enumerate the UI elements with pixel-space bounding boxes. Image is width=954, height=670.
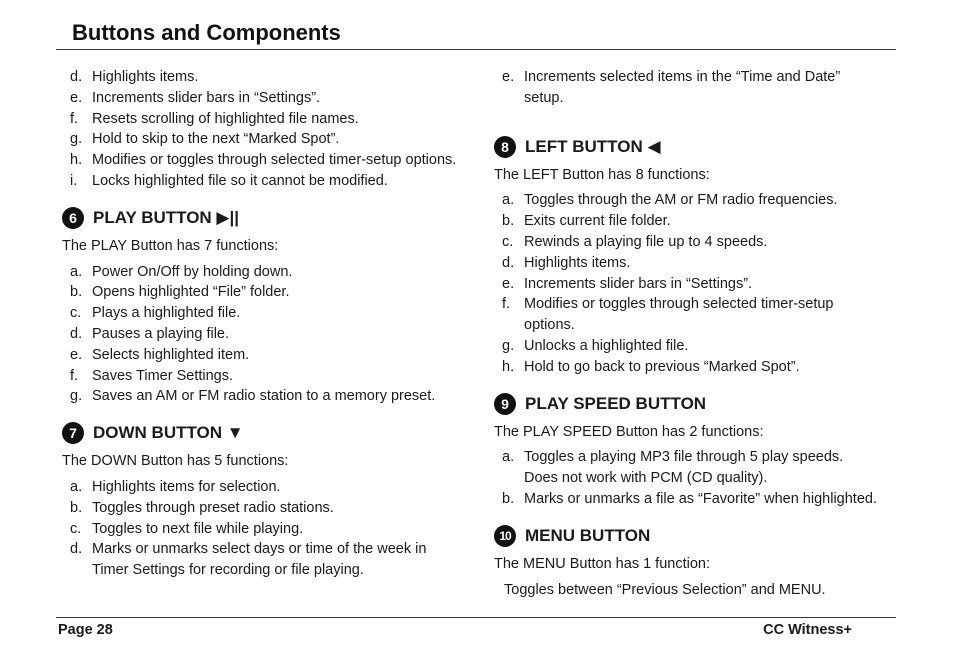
list-item: f. Resets scrolling of highlighted file names. — [70, 110, 359, 127]
down-button-heading — [62, 421, 462, 445]
list-item: b. Exits current file folder. — [502, 213, 671, 230]
list-item: e. Increments slider bars in “Settings”. — [502, 275, 753, 292]
number-badge: 8 — [494, 136, 516, 158]
list-item: c. Toggles to next file while playing. — [70, 520, 304, 537]
list-item: g. Hold to skip to the next “Marked Spot”. — [70, 131, 340, 148]
continued-list — [62, 67, 462, 192]
header-rule — [56, 49, 896, 50]
list-item: f. Modifies or toggles through selected timer-setup options. — [502, 296, 834, 334]
list-item: d. Highlights items. — [70, 69, 199, 85]
list-item: a. Power On/Off by holding down. — [70, 263, 293, 280]
product-name: CC Witness+ — [763, 622, 852, 638]
list-item: d. Pauses a playing file. — [70, 325, 230, 342]
menu-function-text: Toggles between “Previous Selection” and MENU. — [504, 581, 826, 598]
list-item: b. Toggles through preset radio stations. — [70, 499, 334, 516]
continued-list — [494, 67, 904, 109]
number-badge: 6 — [62, 207, 84, 229]
section-intro: The DOWN Button has 5 functions: — [62, 453, 289, 470]
list-item: e. Selects highlighted item. — [70, 346, 250, 363]
list-item: b. Opens highlighted “File” folder. — [70, 284, 290, 301]
play-speed-button-heading — [494, 392, 904, 416]
list-item: e. Increments slider bars in “Settings”. — [70, 89, 321, 106]
play-functions-list — [62, 262, 462, 408]
right-column — [494, 67, 904, 600]
section-title-text: LEFT BUTTON ◀ — [525, 136, 661, 156]
footer-rule — [56, 617, 896, 618]
list-item: g. Saves an AM or FM radio station to a memory preset. — [70, 388, 436, 405]
list-item: i. Locks highlighted file so it cannot be modified. — [70, 172, 388, 189]
list-item: f. Saves Timer Settings. — [70, 367, 234, 384]
menu-button-heading — [494, 524, 904, 548]
list-item: a. Toggles through the AM or FM radio frequencies. — [502, 192, 838, 209]
section-title-text: DOWN BUTTON ▼ — [93, 423, 244, 443]
down-functions-list — [62, 477, 462, 581]
play-speed-functions-list — [494, 447, 897, 509]
left-button-heading — [494, 135, 904, 159]
section-intro: The MENU Button has 1 function: — [494, 555, 710, 572]
page-title: Buttons and Components — [72, 20, 341, 45]
section-title-text: PLAY SPEED BUTTON — [525, 393, 707, 413]
list-item: a. Highlights items for selection. — [70, 478, 281, 495]
section-intro: The PLAY Button has 7 functions: — [62, 237, 279, 254]
section-title-text: MENU BUTTON — [525, 525, 651, 545]
page-number: Page 28 — [58, 622, 113, 638]
list-item: d. Marks or unmarks select days or time of the week in Timer Settings for recording or file playing. — [70, 541, 427, 579]
list-item: e. Increments selected items in the “Time and Date” setup. — [502, 69, 841, 106]
number-badge: 9 — [494, 393, 516, 415]
section-intro: The PLAY SPEED Button has 2 functions: — [494, 423, 764, 440]
section-intro: The LEFT Button has 8 functions: — [494, 166, 710, 183]
list-item: c. Rewinds a playing file up to 4 speeds. — [502, 233, 768, 250]
list-item: b. Marks or unmarks a file as “Favorite” when highlighted. — [502, 490, 877, 507]
left-column — [62, 67, 462, 581]
list-item: h. Modifies or toggles through selected timer-setup options. — [70, 152, 457, 169]
section-title-text: PLAY BUTTON ▶|| — [93, 207, 240, 227]
list-item: g. Unlocks a highlighted file. — [502, 337, 689, 354]
list-item: d. Highlights items. — [502, 254, 631, 271]
number-badge: 10 — [494, 525, 516, 547]
list-item: a. Toggles a playing MP3 file through 5 play speeds. Does not work with PCM (CD quality). — [502, 449, 844, 487]
left-functions-list — [494, 190, 852, 377]
play-button-heading — [62, 206, 462, 230]
number-badge: 7 — [62, 422, 84, 444]
list-item: c. Plays a highlighted file. — [70, 305, 241, 322]
list-item: h. Hold to go back to previous “Marked Spot”. — [502, 358, 800, 375]
